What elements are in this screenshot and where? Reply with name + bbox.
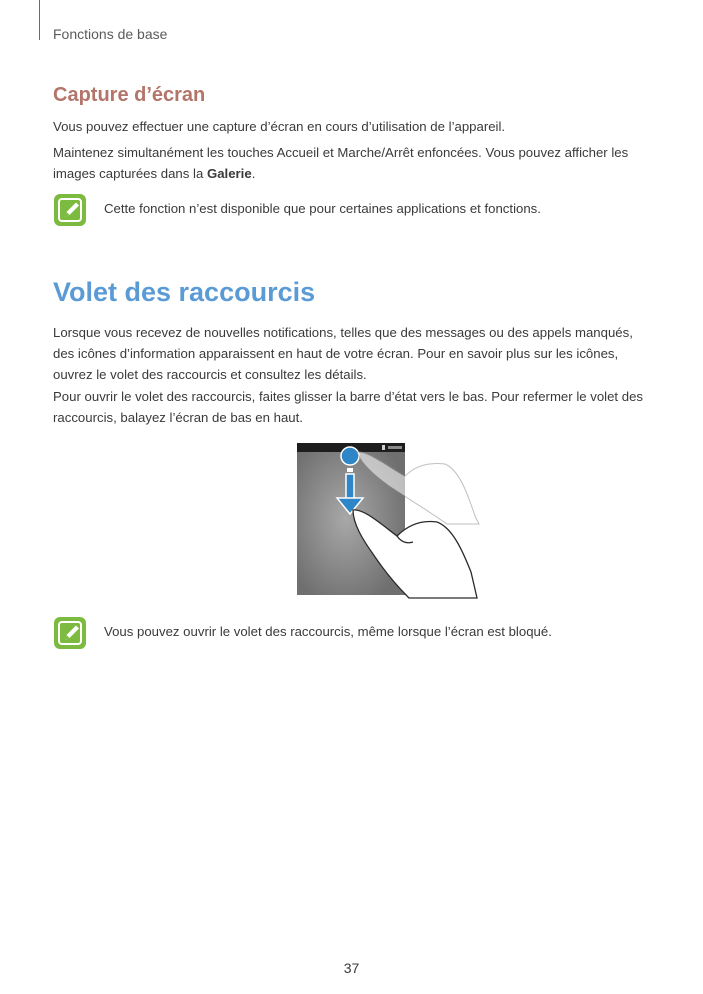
volet-note — [53, 616, 673, 650]
capture-paragraph-1: Vous pouvez effectuer une capture d’écran en cours d’utilisation de l’appareil. — [53, 119, 506, 134]
volet-note-text: Vous pouvez ouvrir le volet des raccourcis, même lorsque l’écran est bloqué. — [104, 624, 552, 639]
pen-note-icon — [53, 616, 87, 650]
touch-point — [341, 447, 359, 465]
page-number: 37 — [343, 960, 360, 976]
swipe-down-illustration — [297, 440, 487, 600]
section-title-capture: Capture d’écran — [53, 84, 206, 106]
gallery-app-name: Galerie — [206, 166, 252, 181]
volet-paragraph-2: Pour ouvrir le volet des raccourcis, faites glisser la barre d’état vers le bas. Pour refermer le volet des raccourcis, balayez l’écran de bas en haut. — [53, 389, 644, 425]
capture-note — [53, 193, 673, 227]
capture-paragraph-2-start: Maintenez simultanément les touches Accueil et Marche/Arrêt enfoncées. Vous pouvez afficher les images capturées dans la — [53, 145, 629, 181]
volet-paragraph-1: Lorsque vous recevez de nouvelles notifications, telles que des messages ou des appels manqués, des icônes d’information apparaissent en haut de votre écran. Pour en savoir plus sur les icônes, ouvrez le volet des raccourcis et consultez les détails. — [53, 325, 633, 382]
page-margin-rule — [39, 0, 40, 40]
running-header: Fonctions de base — [53, 26, 168, 42]
capture-paragraph-2 — [53, 142, 653, 184]
capture-note-text: Cette fonction n’est disponible que pour certaines applications et fonctions. — [104, 201, 541, 216]
section-title-volet: Volet des raccourcis — [53, 277, 316, 307]
pen-note-icon — [53, 193, 87, 227]
capture-paragraph-2-end: . — [251, 166, 256, 181]
